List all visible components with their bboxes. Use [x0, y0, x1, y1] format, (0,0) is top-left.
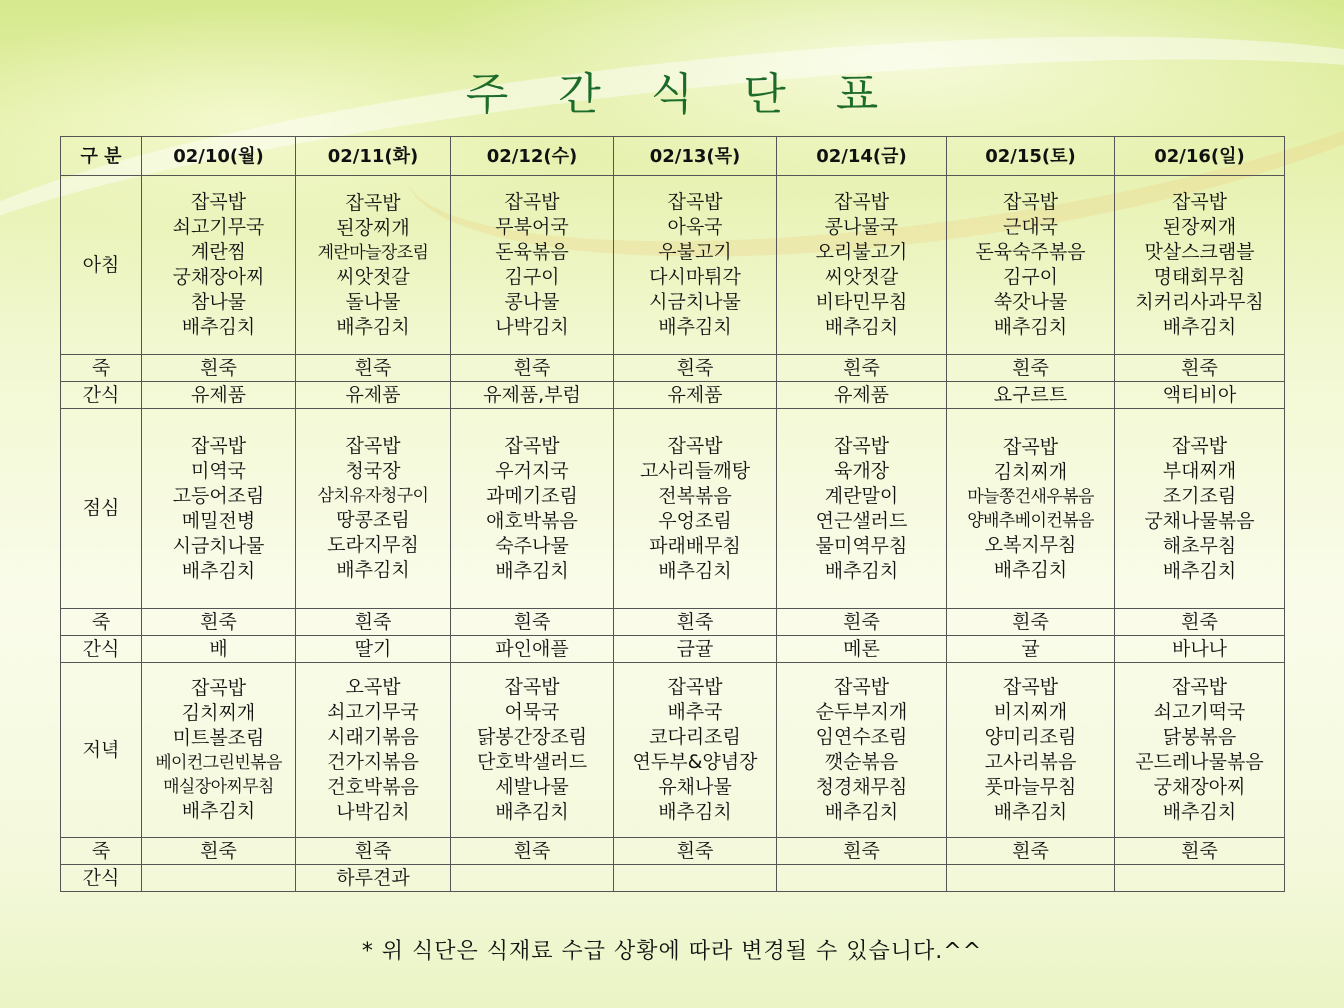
menu-cell	[947, 176, 1115, 355]
menu-cell: 흰죽	[1115, 838, 1285, 865]
menu-item: 닭봉볶음	[1162, 726, 1237, 748]
menu-item: 애호박볶음	[486, 509, 578, 532]
menu-item: 해초무침	[1162, 534, 1237, 557]
menu-item: 나박김치	[336, 801, 410, 823]
menu-item: 시금치나물	[172, 534, 265, 557]
menu-item: 잡곡밥	[1002, 435, 1059, 458]
menu-item: 물미역무침	[815, 534, 908, 557]
menu-item: 마늘쫑건새우볶음	[967, 486, 1094, 507]
row-label: 점심	[61, 409, 142, 609]
menu-cell	[1115, 865, 1285, 892]
menu-item: 잡곡밥	[833, 434, 890, 457]
night-snack-row	[61, 865, 1285, 892]
menu-item: 오복지무침	[984, 533, 1077, 556]
menu-item: 된장찌개	[1162, 216, 1237, 238]
menu-item: 단호박샐러드	[476, 751, 588, 773]
menu-item: 고사리들깨탕	[639, 459, 751, 482]
menu-cell: 파인애플	[451, 636, 614, 663]
menu-item: 잡곡밥	[504, 434, 560, 457]
menu-item: 배추김치	[993, 558, 1068, 581]
menu-item: 양배추베이컨볶음	[967, 510, 1094, 531]
row-label: 간식	[61, 382, 142, 409]
menu-item: 오곡밥	[345, 676, 401, 698]
menu-item: 도라지무침	[327, 534, 419, 556]
menu-item: 궁채장아찌	[172, 266, 265, 288]
day-header: 02/12(수)	[451, 137, 614, 176]
row-label: 간식	[61, 636, 142, 663]
menu-cell	[1115, 663, 1285, 838]
menu-item: 배추김치	[824, 316, 899, 338]
menu-item: 파래배무침	[649, 534, 741, 557]
menu-item: 잡곡밥	[1171, 434, 1228, 457]
header-row	[61, 137, 1285, 176]
menu-item: 건가지볶음	[327, 751, 419, 773]
menu-item: 잡곡밥	[190, 191, 247, 213]
menu-cell: 흰죽	[1115, 609, 1285, 636]
menu-cell: 흰죽	[451, 609, 614, 636]
breakfast-row	[61, 176, 1285, 355]
menu-cell: 유제품	[614, 382, 777, 409]
menu-item: 돌나물	[345, 290, 401, 313]
menu-cell	[777, 176, 947, 355]
menu-cell	[947, 409, 1115, 609]
menu-item: 배추김치	[181, 559, 256, 582]
menu-item: 풋마늘무침	[984, 776, 1077, 798]
menu-cell: 흰죽	[777, 355, 947, 382]
menu-cell	[142, 663, 296, 838]
menu-item: 임연수조림	[815, 726, 908, 748]
menu-item: 우불고기	[658, 241, 732, 263]
menu-item: 잡곡밥	[504, 191, 560, 213]
menu-item: 우거지국	[495, 459, 569, 482]
menu-item: 우엉조림	[658, 509, 732, 532]
dinner-row	[61, 663, 1285, 838]
menu-item: 배추김치	[1162, 559, 1237, 582]
menu-item: 코다리조림	[649, 726, 741, 748]
menu-cell	[614, 865, 777, 892]
menu-item: 전복볶음	[658, 484, 732, 507]
menu-item: 잡곡밥	[345, 435, 401, 457]
menu-item: 유채나물	[658, 776, 732, 798]
dinner-porridge-row	[61, 838, 1285, 865]
menu-item: 잡곡밥	[504, 676, 560, 698]
menu-item: 연근샐러드	[815, 509, 908, 532]
menu-item: 세발나물	[495, 776, 569, 798]
day-header: 02/10(월)	[142, 137, 296, 176]
menu-cell	[947, 865, 1115, 892]
morning-snack-row	[61, 382, 1285, 409]
menu-item: 돈육볶음	[495, 241, 569, 263]
menu-cell	[1115, 176, 1285, 355]
menu-item: 잡곡밥	[190, 434, 247, 457]
menu-cell: 흰죽	[614, 609, 777, 636]
menu-cell	[777, 865, 947, 892]
menu-cell: 유제품	[142, 382, 296, 409]
menu-item: 배추김치	[658, 316, 732, 338]
menu-cell: 흰죽	[947, 838, 1115, 865]
menu-cell: 흰죽	[614, 355, 777, 382]
menu-cell	[614, 176, 777, 355]
menu-item: 미트볼조림	[172, 727, 265, 749]
menu-item: 김구이	[504, 266, 560, 288]
menu-item: 나박김치	[495, 316, 569, 338]
menu-item: 오리불고기	[815, 241, 908, 263]
menu-cell: 흰죽	[451, 355, 614, 382]
menu-item: 씨앗젓갈	[336, 265, 410, 288]
menu-cell	[451, 865, 614, 892]
day-header: 02/16(일)	[1115, 137, 1285, 176]
menu-item: 땅콩조림	[336, 509, 410, 531]
menu-item: 쇠고기무국	[172, 216, 265, 238]
menu-item: 쇠고기떡국	[1153, 701, 1246, 723]
menu-cell: 요구르트	[947, 382, 1115, 409]
menu-item: 쑥갓나물	[993, 291, 1068, 313]
menu-cell: 흰죽	[142, 355, 296, 382]
menu-item: 궁채장아찌	[1153, 776, 1246, 798]
menu-item: 고사리볶음	[984, 751, 1077, 773]
row-label: 간식	[61, 865, 142, 892]
menu-item: 연두부&양념장	[632, 751, 758, 773]
menu-cell	[614, 409, 777, 609]
menu-item: 계란마늘장조림	[317, 242, 429, 263]
footnote: * 위 식단은 식재료 수급 상황에 따라 변경될 수 있습니다.^^	[361, 939, 983, 964]
menu-item: 콩나물국	[824, 216, 899, 238]
day-header: 02/13(목)	[614, 137, 777, 176]
menu-item: 참나물	[190, 291, 247, 313]
lunch-row	[61, 409, 1285, 609]
menu-item: 맛살스크램블	[1144, 241, 1255, 263]
menu-item: 계란찜	[190, 241, 247, 263]
menu-cell: 귤	[947, 636, 1115, 663]
menu-item: 근대국	[1002, 216, 1059, 238]
menu-cell: 흰죽	[777, 609, 947, 636]
menu-cell: 배	[142, 636, 296, 663]
menu-item: 계란말이	[824, 484, 899, 507]
menu-item: 잡곡밥	[667, 191, 723, 213]
menu-item: 잡곡밥	[1002, 191, 1059, 213]
menu-item: 양미리조림	[984, 726, 1077, 748]
menu-item: 조기조림	[1162, 484, 1237, 507]
menu-item: 시래기볶음	[327, 726, 419, 748]
menu-cell: 유제품	[777, 382, 947, 409]
menu-cell: 흰죽	[777, 838, 947, 865]
day-header: 02/11(화)	[296, 137, 451, 176]
menu-item: 다시마튀각	[649, 266, 741, 288]
menu-item: 비타민무침	[815, 291, 908, 313]
breakfast-porridge-row	[61, 355, 1285, 382]
menu-item: 씨앗젓갈	[824, 266, 899, 288]
menu-item: 돈육숙주볶음	[975, 241, 1086, 263]
row-label: 아침	[61, 176, 142, 355]
menu-cell: 유제품,부럼	[451, 382, 614, 409]
menu-item: 베이컨그린빈볶음	[155, 753, 282, 773]
menu-cell	[142, 865, 296, 892]
menu-cell	[451, 409, 614, 609]
menu-cell: 흰죽	[296, 609, 451, 636]
menu-cell: 하루견과	[296, 865, 451, 892]
menu-item: 명태회무침	[1153, 266, 1246, 288]
menu-item: 배추김치	[181, 800, 256, 822]
header-label: 구 분	[61, 137, 142, 176]
menu-item: 배추김치	[1162, 316, 1237, 338]
menu-item: 배추김치	[336, 559, 410, 581]
menu-item: 배추김치	[993, 316, 1068, 338]
menu-cell: 유제품	[296, 382, 451, 409]
menu-cell	[947, 663, 1115, 838]
menu-cell	[777, 409, 947, 609]
menu-item: 배추김치	[993, 801, 1068, 823]
menu-item: 잡곡밥	[190, 677, 247, 699]
menu-item: 배추김치	[824, 801, 899, 823]
menu-item: 잡곡밥	[1002, 676, 1059, 698]
menu-item: 배추김치	[336, 315, 410, 338]
menu-item: 육개장	[833, 459, 890, 482]
menu-cell: 흰죽	[142, 838, 296, 865]
menu-cell	[777, 663, 947, 838]
menu-cell: 흰죽	[142, 609, 296, 636]
menu-item: 배추김치	[495, 559, 569, 582]
menu-item: 잡곡밥	[345, 191, 401, 214]
menu-item: 배추김치	[1162, 801, 1237, 823]
menu-item: 잡곡밥	[833, 191, 890, 213]
menu-item: 잡곡밥	[667, 434, 723, 457]
menu-item: 배추김치	[495, 801, 569, 823]
menu-cell	[451, 176, 614, 355]
menu-item: 된장찌개	[336, 216, 410, 239]
lunch-porridge-row	[61, 609, 1285, 636]
menu-cell: 금귤	[614, 636, 777, 663]
menu-item: 잡곡밥	[1171, 191, 1228, 213]
menu-cell: 바나나	[1115, 636, 1285, 663]
menu-cell	[142, 409, 296, 609]
menu-item: 배추국	[667, 701, 723, 723]
menu-item: 청경채무침	[815, 776, 908, 798]
menu-item: 삼치유자청구이	[317, 486, 429, 506]
menu-item: 김구이	[1002, 266, 1059, 288]
menu-cell: 흰죽	[296, 838, 451, 865]
menu-cell	[296, 409, 451, 609]
menu-cell: 메론	[777, 636, 947, 663]
menu-item: 콩나물	[504, 291, 560, 313]
menu-item: 순두부지개	[815, 701, 908, 723]
menu-cell: 액티비아	[1115, 382, 1285, 409]
menu-cell	[142, 176, 296, 355]
weekly-menu-table	[60, 136, 1285, 892]
menu-item: 배추김치	[824, 559, 899, 582]
menu-item: 배추김치	[658, 801, 732, 823]
row-label: 죽	[61, 355, 142, 382]
menu-item: 치커리사과무침	[1135, 291, 1264, 313]
menu-cell: 흰죽	[1115, 355, 1285, 382]
menu-cell	[614, 663, 777, 838]
menu-item: 김치찌개	[993, 460, 1068, 483]
afternoon-snack-row	[61, 636, 1285, 663]
menu-item: 아욱국	[667, 216, 723, 238]
menu-cell	[1115, 409, 1285, 609]
menu-cell: 흰죽	[451, 838, 614, 865]
day-header: 02/15(토)	[947, 137, 1115, 176]
menu-item: 잡곡밥	[833, 676, 890, 698]
menu-item: 김치찌개	[181, 702, 256, 724]
menu-item: 무북어국	[495, 216, 569, 238]
menu-item: 배추김치	[658, 559, 732, 582]
menu-item: 곤드레나물볶음	[1135, 751, 1264, 773]
menu-item: 매실장아찌무침	[163, 777, 274, 797]
menu-item: 잡곡밥	[667, 676, 723, 698]
menu-item: 부대찌개	[1162, 459, 1237, 482]
menu-cell: 흰죽	[947, 609, 1115, 636]
menu-item: 미역국	[190, 459, 247, 482]
menu-cell: 딸기	[296, 636, 451, 663]
menu-cell: 흰죽	[614, 838, 777, 865]
menu-item: 배추김치	[181, 316, 256, 338]
menu-cell: 흰죽	[296, 355, 451, 382]
menu-item: 청국장	[345, 460, 401, 482]
menu-item: 깻순볶음	[824, 751, 899, 773]
menu-item: 어묵국	[504, 701, 560, 723]
menu-item: 비지찌개	[993, 701, 1068, 723]
menu-item: 건호박볶음	[327, 776, 419, 798]
row-label: 죽	[61, 838, 142, 865]
menu-item: 잡곡밥	[1171, 676, 1228, 698]
row-label: 죽	[61, 609, 142, 636]
day-header: 02/14(금)	[777, 137, 947, 176]
menu-item: 메밀전병	[181, 509, 256, 532]
menu-cell	[296, 663, 451, 838]
menu-cell	[296, 176, 451, 355]
menu-item: 쇠고기무국	[327, 701, 419, 723]
menu-cell	[451, 663, 614, 838]
row-label: 저녁	[61, 663, 142, 838]
menu-item: 고등어조림	[172, 484, 265, 507]
menu-cell: 흰죽	[947, 355, 1115, 382]
page-title: 주 간 식 단 표	[465, 69, 897, 120]
menu-item: 궁채나물볶음	[1144, 509, 1255, 532]
menu-item: 과메기조림	[486, 484, 578, 507]
menu-item: 시금치나물	[649, 291, 741, 313]
menu-item: 닭봉간장조림	[476, 726, 588, 748]
menu-item: 숙주나물	[495, 534, 569, 557]
